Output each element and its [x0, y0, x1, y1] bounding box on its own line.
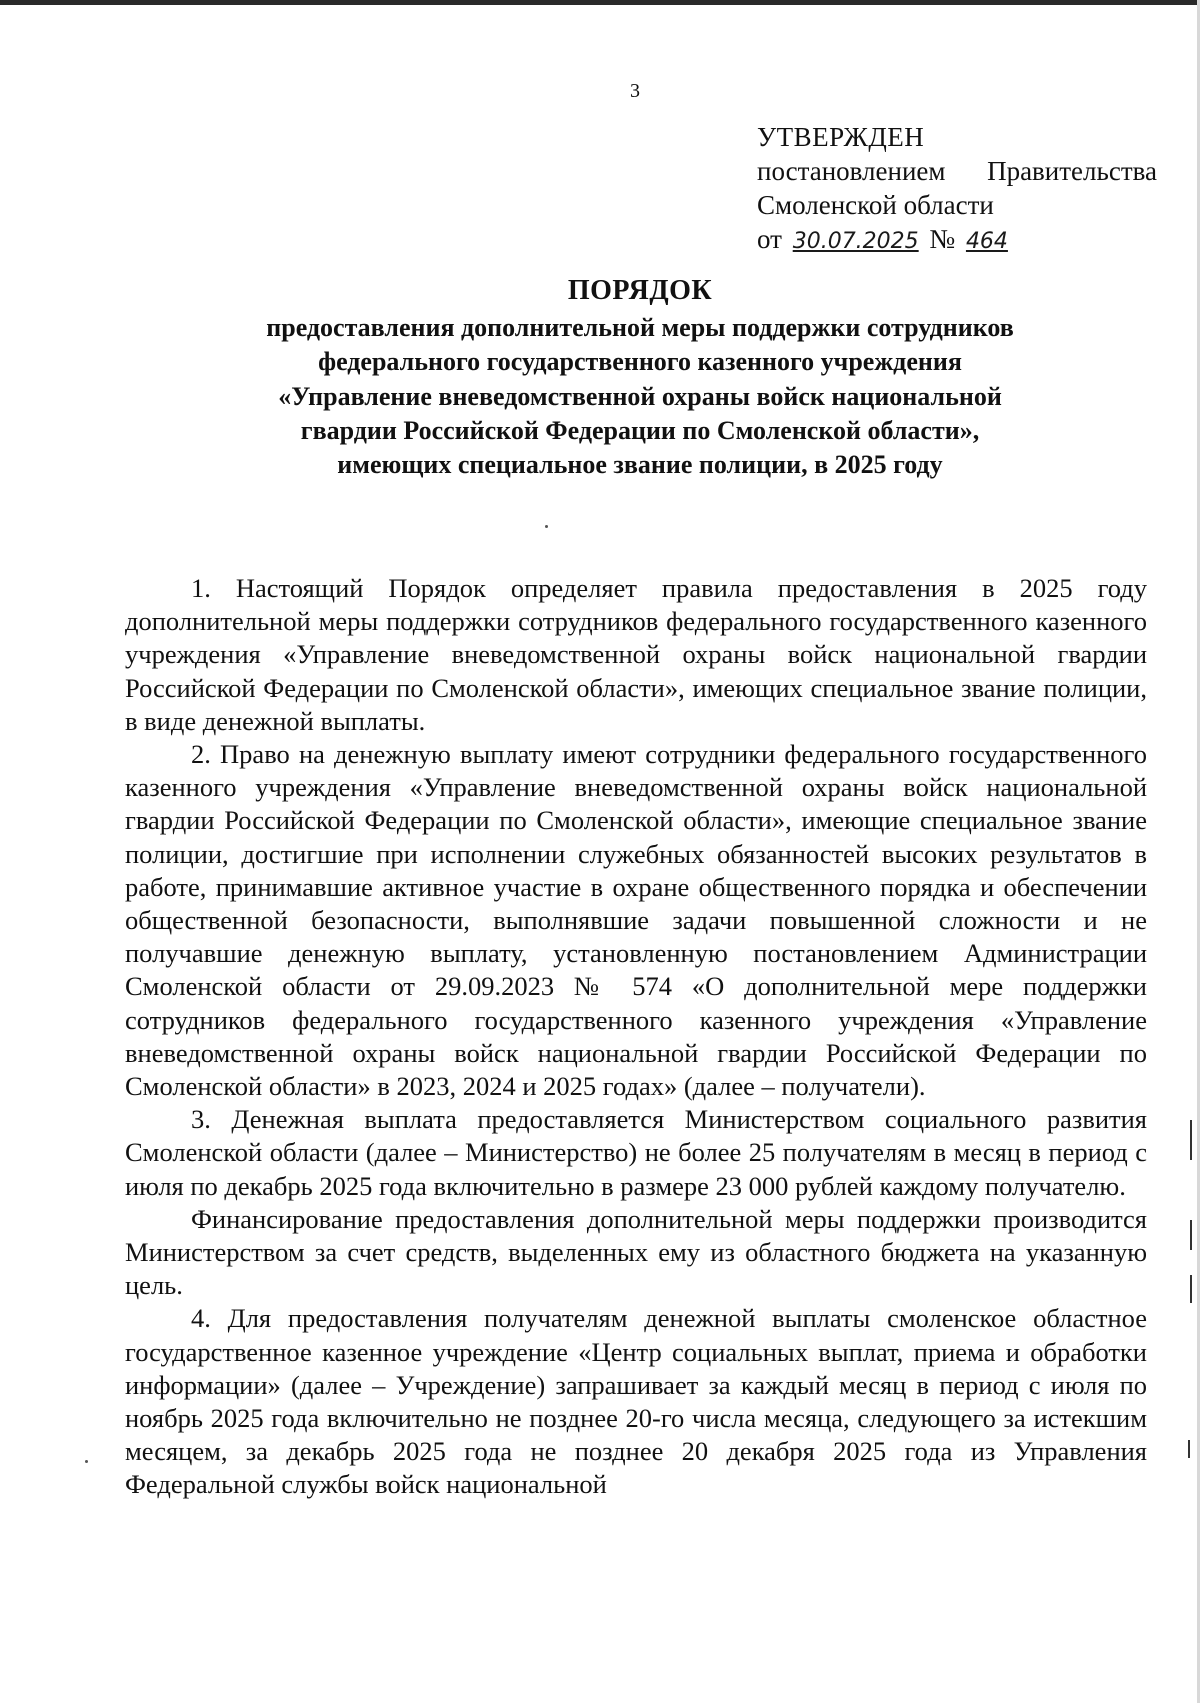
handwritten-number: 464	[965, 229, 1008, 254]
scan-margin-mark	[1190, 1220, 1192, 1250]
date-number-line	[757, 222, 1177, 259]
paragraph-3-financing: Финансирование предоставления дополнительной меры поддержки производится Министерством за счет средств, выделенных ему из областного бюджета на указанную цель.	[125, 1203, 1147, 1301]
document-title-block	[260, 273, 1020, 482]
resolution-body: Правительства	[987, 156, 1157, 186]
document-title: ПОРЯДОК	[567, 275, 713, 306]
resolution-line	[757, 154, 1157, 188]
document-subtitle: предоставления дополнительной меры поддержки сотрудников федерального государственного казенного учреждения «Управление вневедомственной охраны войск национальной гвардии Российской Федерации по Смоленской области», имеющих специальное звание полиции, в 2025 году	[266, 313, 1014, 480]
page-number: 3	[630, 80, 640, 102]
number-sign: №	[929, 224, 956, 254]
paragraph-2: 2. Право на денежную выплату имеют сотрудники федерального государственного казенного учреждения «Управление вневедомственной охраны войск национальной гвардии Российской Федерации по Смоленской области», имеющие специальное звание полиции, достигшие при исполнении служебных обязанностей высоких результатов в работе, принимавшие активное участие в охране общественного порядка и обеспечении общественной безопасности, выполнявшие задачи повышенной сложности и не получавшие денежную выплату, установленную постановлением Администрации Смоленской области от 29.09.2023 № 574 «О дополнительной мере поддержки сотрудников федерального государственного казенного учреждения «Управление вневедомственной охраны войск национальной гвардии Российской Федерации по Смоленской области» в 2023, 2024 и 2025 годах» (далее – получатели).	[125, 739, 1147, 1102]
approved-heading: УТВЕРЖДЕН	[757, 122, 925, 152]
document-body	[125, 572, 1147, 1502]
scan-speck	[85, 1460, 88, 1463]
scan-top-edge	[0, 0, 1200, 5]
paragraph-3: 3. Денежная выплата предоставляется Министерством социального развития Смоленской области (далее – Министерство) не более 25 получателям в месяц в период с июля по декабрь 2025 года включительно в размере 23 000 рублей каждому получателю.	[125, 1104, 1147, 1201]
scan-margin-mark	[1190, 1120, 1192, 1160]
region-line: Смоленской области	[757, 190, 994, 220]
scan-margin-mark	[1190, 1275, 1192, 1303]
scan-speck	[545, 525, 548, 528]
resolution-word: постановлением	[757, 156, 946, 186]
handwritten-date: 30.07.2025	[792, 229, 919, 254]
paragraph-4: 4. Для предоставления получателям денежной выплаты смоленское областное государственное казенное учреждение «Центр социальных выплат, приема и обработки информации» (далее – Учреждение) запрашивает за каждый месяц в период с июля по ноябрь 2025 года включительно не позднее 20-го числа месяца, следующего за истекшим месяцем, за декабрь 2025 года не позднее 20 декабря 2025 года из Управления Федеральной службы войск национальной	[125, 1303, 1147, 1500]
date-prefix: от	[757, 224, 782, 254]
scan-margin-mark	[1188, 1440, 1190, 1458]
approval-stamp	[757, 120, 1177, 259]
paragraph-1: 1. Настоящий Порядок определяет правила предоставления в 2025 году дополнительной меры поддержки сотрудников федерального государственного казенного учреждения «Управление вневедомственной охраны войск национальной гвардии Российской Федерации по Смоленской области», имеющих специальное звание полиции, в виде денежной выплаты.	[125, 573, 1147, 736]
